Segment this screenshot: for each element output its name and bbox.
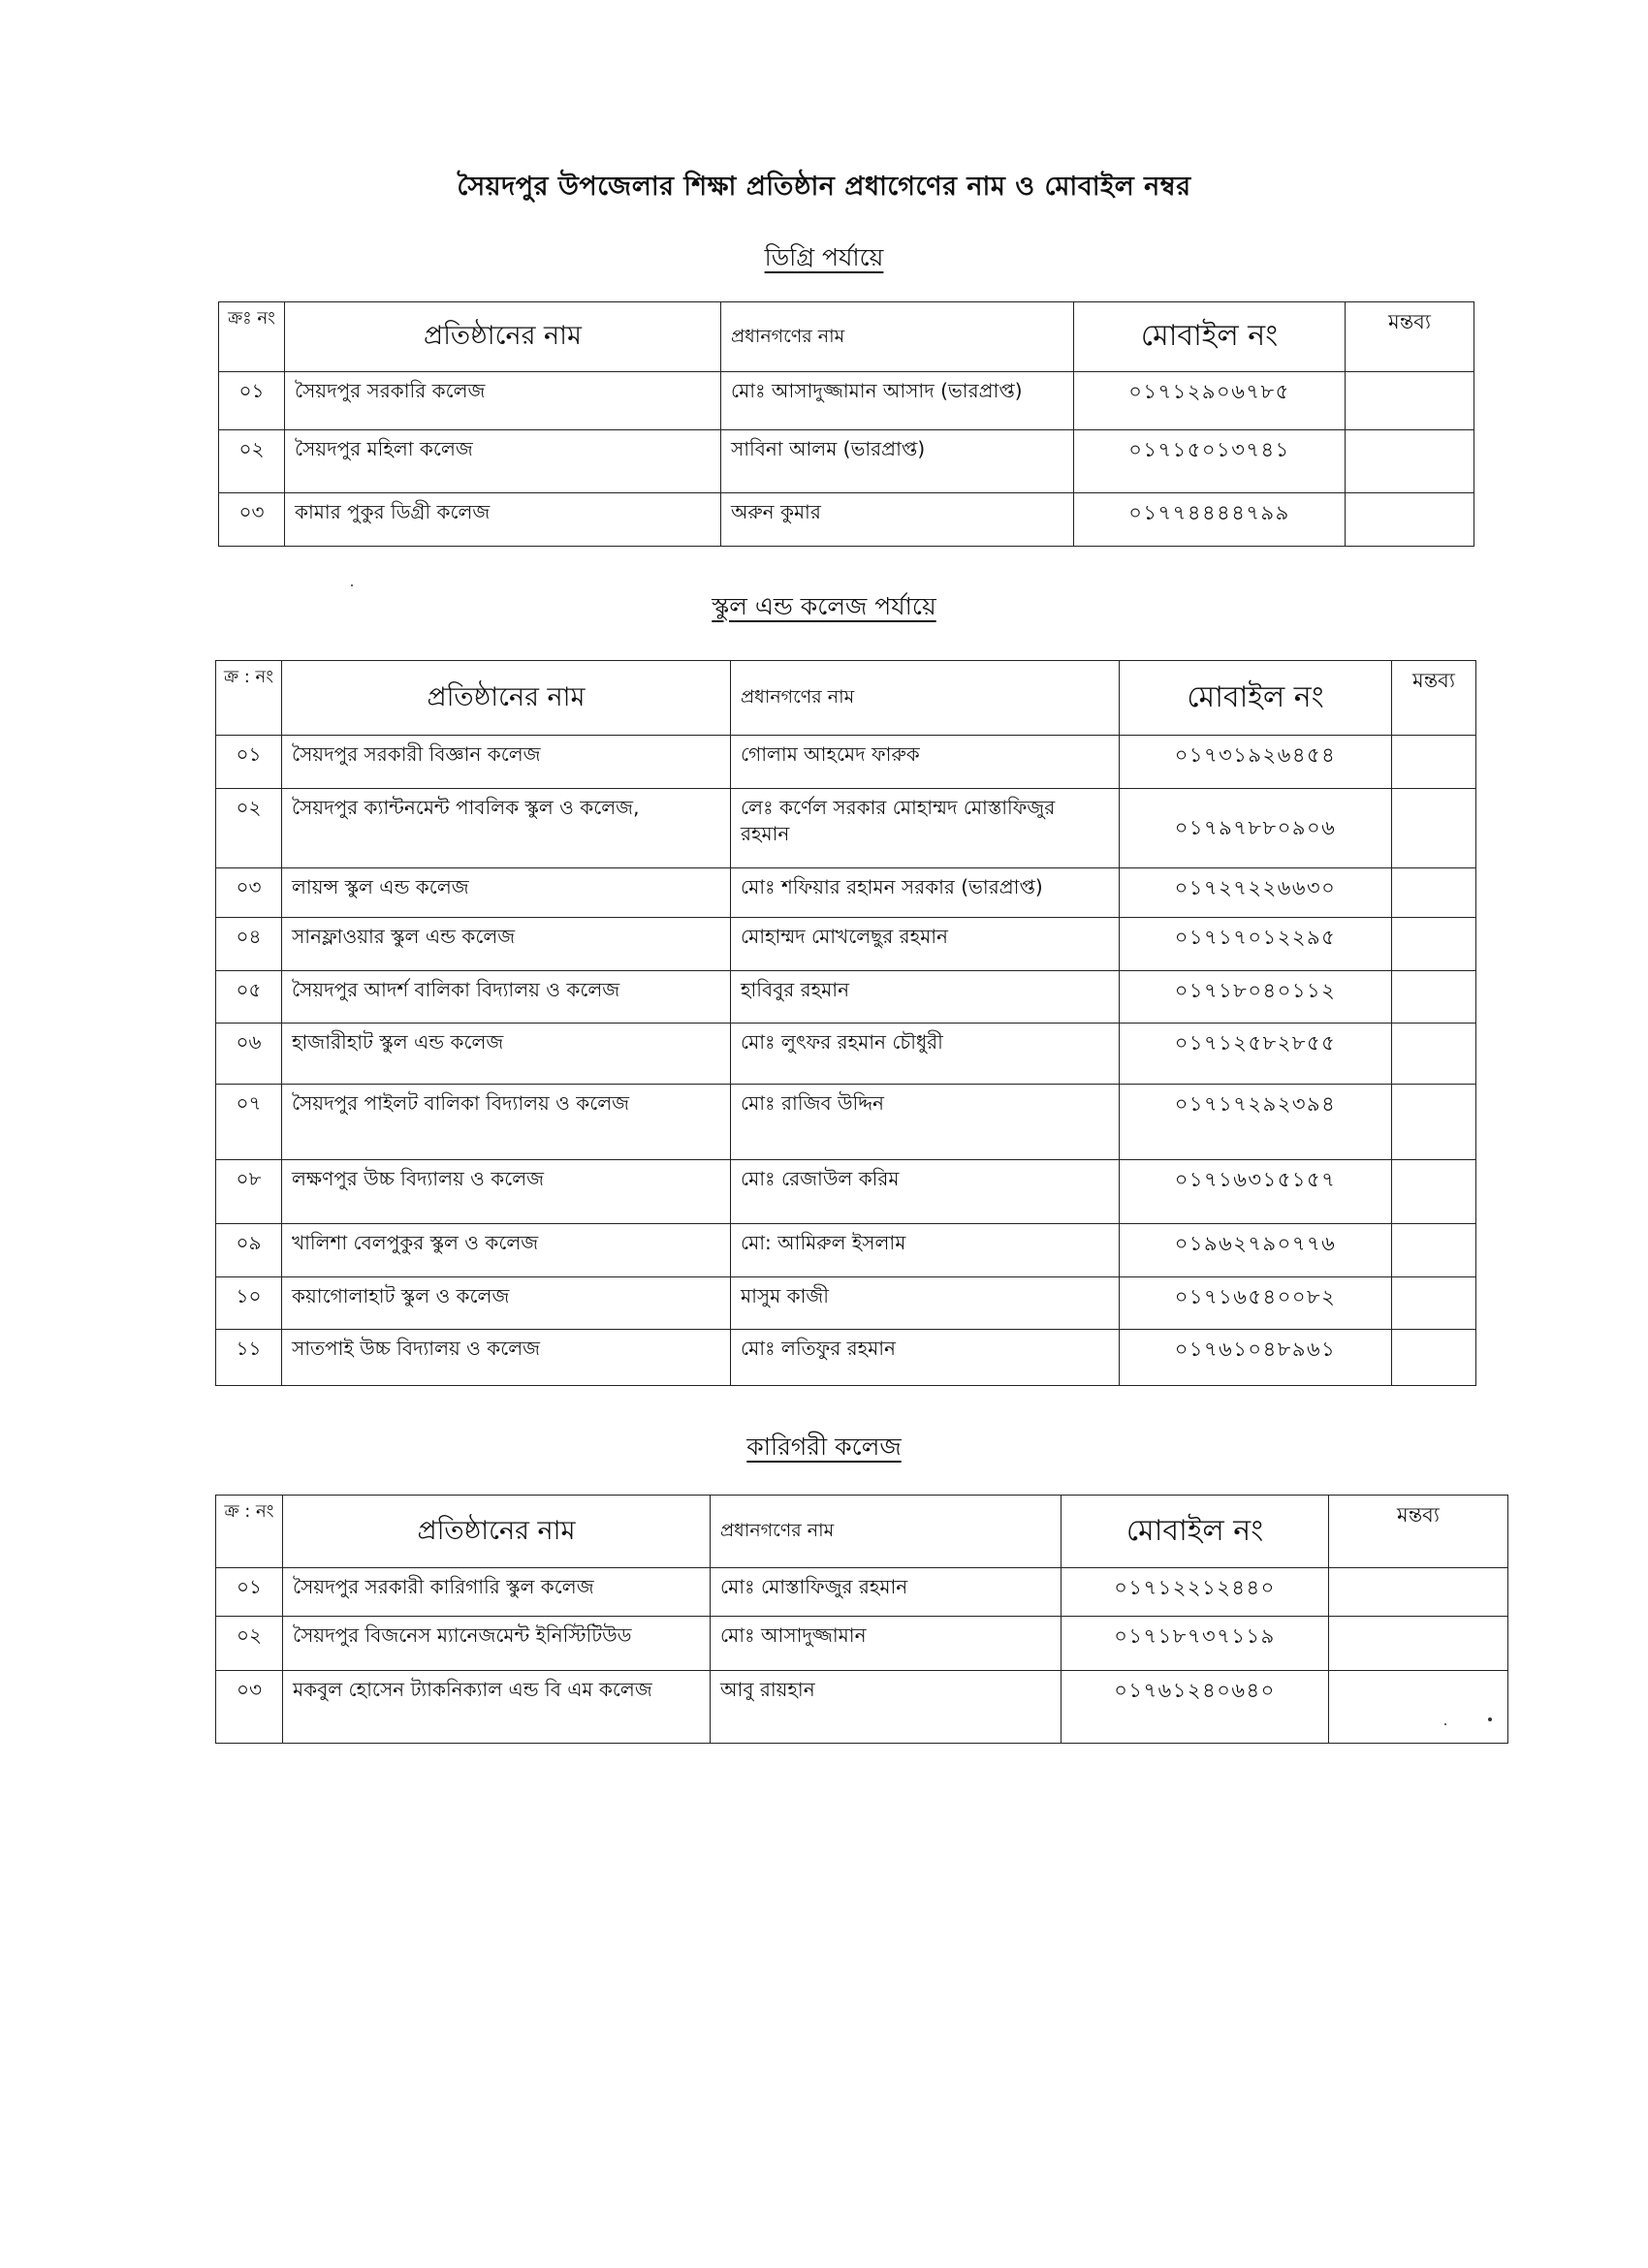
table-school-college bbox=[215, 660, 1476, 1386]
cell-remark bbox=[1329, 1568, 1508, 1617]
cell-serial: ০৬ bbox=[216, 1024, 282, 1085]
cell-mobile: ০১৭৬১০৪৮৯৬১ bbox=[1120, 1330, 1392, 1386]
cell-institution: মকবুল হোসেন ট্যাকনিক্যাল এন্ড বি এম কলেজ bbox=[283, 1671, 711, 1744]
header-head: প্রধানগণের নাম bbox=[731, 661, 1120, 736]
cell-remark bbox=[1392, 868, 1476, 918]
cell-institution: লক্ষণপুর উচ্চ বিদ্যালয় ও কলেজ bbox=[282, 1160, 731, 1224]
cell-head: মোঃ আসাদুজ্জামান আসাদ (ভারপ্রাপ্ত) bbox=[721, 372, 1074, 430]
table-row bbox=[216, 971, 1476, 1024]
section-title-technical: কারিগরী কলেজ bbox=[746, 1433, 902, 1461]
header-mobile: মোবাইল নং bbox=[1120, 661, 1392, 736]
header-head: প্রধানগণের নাম bbox=[711, 1496, 1062, 1568]
header-mobile: মোবাইল নং bbox=[1062, 1496, 1329, 1568]
cell-institution: খালিশা বেলপুকুর স্কুল ও কলেজ bbox=[282, 1224, 731, 1277]
header-institution: প্রতিষ্ঠানের নাম bbox=[283, 1496, 711, 1568]
cell-mobile: ০১৭১৬৫৪০০৮২ bbox=[1120, 1277, 1392, 1330]
cell-institution: সৈয়দপুর সরকারী কারিগারি স্কুল কলেজ bbox=[283, 1568, 711, 1617]
table-header-row bbox=[219, 302, 1474, 372]
cell-serial: ০৭ bbox=[216, 1085, 282, 1160]
cell-serial: ১০ bbox=[216, 1277, 282, 1330]
cell-remark bbox=[1346, 372, 1474, 430]
cell-head: গোলাম আহমেদ ফারুক bbox=[731, 736, 1120, 789]
cell-serial: ০৯ bbox=[216, 1224, 282, 1277]
table-row bbox=[216, 1277, 1476, 1330]
cell-institution: লায়ন্স স্কুল এন্ড কলেজ bbox=[282, 868, 731, 918]
cell-head: মোহাম্মদ মোখলেছুর রহমান bbox=[731, 918, 1120, 971]
cell-serial: ০৩ bbox=[219, 493, 285, 547]
cell-serial: ০২ bbox=[216, 1617, 283, 1671]
cell-head: আবু রায়হান bbox=[711, 1671, 1062, 1744]
cell-serial: ০১ bbox=[216, 736, 282, 789]
scan-speck bbox=[1488, 1717, 1492, 1721]
cell-serial: ০৪ bbox=[216, 918, 282, 971]
cell-institution: কয়াগোলাহাট স্কুল ও কলেজ bbox=[282, 1277, 731, 1330]
header-institution: প্রতিষ্ঠানের নাম bbox=[285, 302, 721, 372]
cell-remark bbox=[1392, 918, 1476, 971]
table-technical bbox=[215, 1495, 1508, 1744]
cell-serial: ০৩ bbox=[216, 868, 282, 918]
cell-mobile: ০১৭১৮০৪০১১২ bbox=[1120, 971, 1392, 1024]
cell-remark bbox=[1392, 1330, 1476, 1386]
cell-serial: ০১ bbox=[219, 372, 285, 430]
table-row bbox=[216, 789, 1476, 868]
table-row bbox=[216, 1224, 1476, 1277]
cell-head: মাসুম কাজী bbox=[731, 1277, 1120, 1330]
cell-head: মোঃ মোস্তাফিজুর রহমান bbox=[711, 1568, 1062, 1617]
cell-mobile: ০১৭৩১৯২৬৪৫৪ bbox=[1120, 736, 1392, 789]
cell-institution: কামার পুকুর ডিগ্রী কলেজ bbox=[285, 493, 721, 547]
table-row bbox=[216, 1671, 1508, 1744]
cell-remark bbox=[1346, 493, 1474, 547]
header-remark: মন্তব্য bbox=[1329, 1496, 1508, 1568]
cell-head: অরুন কুমার bbox=[721, 493, 1074, 547]
cell-institution: হাজারীহাট স্কুল এন্ড কলেজ bbox=[282, 1024, 731, 1085]
header-institution: প্রতিষ্ঠানের নাম bbox=[282, 661, 731, 736]
cell-mobile: ০১৭৯৭৮৮০৯০৬ bbox=[1120, 789, 1392, 868]
cell-institution: সৈয়দপুর মহিলা কলেজ bbox=[285, 430, 721, 493]
cell-institution: সৈয়দপুর আদর্শ বালিকা বিদ্যালয় ও কলেজ bbox=[282, 971, 731, 1024]
cell-institution: সৈয়দপুর সরকারী বিজ্ঞান কলেজ bbox=[282, 736, 731, 789]
cell-mobile: ০১৭১৮৭৩৭১১৯ bbox=[1062, 1617, 1329, 1671]
cell-mobile: ০১৭১৬৩১৫১৫৭ bbox=[1120, 1160, 1392, 1224]
cell-mobile: ০১৭১২৯০৬৭৮৫ bbox=[1074, 372, 1346, 430]
cell-head: মোঃ লতিফুর রহমান bbox=[731, 1330, 1120, 1386]
table-row bbox=[216, 868, 1476, 918]
cell-institution: সৈয়দপুর ক্যান্টনমেন্ট পাবলিক স্কুল ও কলেজ, bbox=[282, 789, 731, 868]
cell-institution: সৈয়দপুর বিজনেস ম্যানেজমেন্ট ইনিস্টিটিউড bbox=[283, 1617, 711, 1671]
section-title-degree: ডিগ্রি পর্যায়ে bbox=[764, 243, 884, 271]
header-serial: ক্র : নং bbox=[216, 1496, 283, 1568]
table-row bbox=[216, 1024, 1476, 1085]
cell-institution: সৈয়দপুর পাইলট বালিকা বিদ্যালয় ও কলেজ bbox=[282, 1085, 731, 1160]
cell-head: হাবিবুর রহমান bbox=[731, 971, 1120, 1024]
table-row bbox=[216, 918, 1476, 971]
header-serial: ক্র : নং bbox=[216, 661, 282, 736]
cell-institution: সৈয়দপুর সরকারি কলেজ bbox=[285, 372, 721, 430]
cell-institution: সানফ্লাওয়ার স্কুল এন্ড কলেজ bbox=[282, 918, 731, 971]
cell-serial: ০২ bbox=[219, 430, 285, 493]
cell-head: লেঃ কর্ণেল সরকার মোহাম্মদ মোস্তাফিজুর রহমান bbox=[731, 789, 1120, 868]
cell-mobile: ০১৭১২৫৮২৮৫৫ bbox=[1120, 1024, 1392, 1085]
scan-speck bbox=[351, 584, 353, 586]
cell-remark bbox=[1392, 789, 1476, 868]
cell-head: মোঃ শফিয়ার রহামন সরকার (ভারপ্রাপ্ত) bbox=[731, 868, 1120, 918]
cell-head: মোঃ রাজিব উদ্দিন bbox=[731, 1085, 1120, 1160]
cell-mobile: ০১৭৭৪৪৪৪৭৯৯ bbox=[1074, 493, 1346, 547]
table-row bbox=[216, 1617, 1508, 1671]
cell-remark bbox=[1392, 1085, 1476, 1160]
cell-institution: সাতপাই উচ্চ বিদ্যালয় ও কলেজ bbox=[282, 1330, 731, 1386]
table-header-row bbox=[216, 1496, 1508, 1568]
cell-mobile: ০১৭১৭২৯২৩৯৪ bbox=[1120, 1085, 1392, 1160]
page-title: সৈয়দপুর উপজেলার শিক্ষা প্রতিষ্ঠান প্রধাগেণের নাম ও মোবাইল নম্বর bbox=[457, 172, 1191, 202]
table-row bbox=[219, 372, 1474, 430]
cell-remark bbox=[1392, 1160, 1476, 1224]
table-row bbox=[216, 1568, 1508, 1617]
table-row bbox=[216, 1085, 1476, 1160]
header-mobile: মোবাইল নং bbox=[1074, 302, 1346, 372]
cell-mobile: ০১৭১৫০১৩৭৪১ bbox=[1074, 430, 1346, 493]
cell-serial: ১১ bbox=[216, 1330, 282, 1386]
cell-serial: ০১ bbox=[216, 1568, 283, 1617]
cell-mobile: ০১৯৬২৭৯০৭৭৬ bbox=[1120, 1224, 1392, 1277]
cell-mobile: ০১৭১২২১২৪৪০ bbox=[1062, 1568, 1329, 1617]
cell-head: সাবিনা আলম (ভারপ্রাপ্ত) bbox=[721, 430, 1074, 493]
cell-serial: ০৫ bbox=[216, 971, 282, 1024]
cell-mobile: ০১৭১৭০১২২৯৫ bbox=[1120, 918, 1392, 971]
cell-head: মোঃ রেজাউল করিম bbox=[731, 1160, 1120, 1224]
header-head: প্রধানগণের নাম bbox=[721, 302, 1074, 372]
table-row bbox=[219, 493, 1474, 547]
section-title-school-college: স্কুল এন্ড কলেজ পর্যায়ে bbox=[712, 592, 936, 620]
table-row bbox=[216, 1160, 1476, 1224]
table-row bbox=[216, 1330, 1476, 1386]
cell-remark bbox=[1392, 1024, 1476, 1085]
cell-remark bbox=[1329, 1617, 1508, 1671]
cell-mobile: ০১৭২৭২২৬৬৩০ bbox=[1120, 868, 1392, 918]
table-row bbox=[216, 736, 1476, 789]
cell-remark bbox=[1392, 736, 1476, 789]
cell-head: মোঃ আসাদুজ্জামান bbox=[711, 1617, 1062, 1671]
cell-head: মো: আমিরুল ইসলাম bbox=[731, 1224, 1120, 1277]
table-header-row bbox=[216, 661, 1476, 736]
cell-serial: ০২ bbox=[216, 789, 282, 868]
header-remark: মন্তব্য bbox=[1346, 302, 1474, 372]
cell-remark bbox=[1392, 1224, 1476, 1277]
cell-serial: ০৩ bbox=[216, 1671, 283, 1744]
cell-remark bbox=[1392, 971, 1476, 1024]
header-remark: মন্তব্য bbox=[1392, 661, 1476, 736]
cell-remark bbox=[1329, 1671, 1508, 1744]
cell-remark bbox=[1346, 430, 1474, 493]
cell-head: মোঃ লুৎফর রহমান চৌধুরী bbox=[731, 1024, 1120, 1085]
header-serial: ক্রঃ নং bbox=[219, 302, 285, 372]
table-degree bbox=[218, 301, 1474, 547]
cell-mobile: ০১৭৬১২৪০৬৪০ bbox=[1062, 1671, 1329, 1744]
scan-speck bbox=[1444, 1723, 1446, 1725]
cell-remark bbox=[1392, 1277, 1476, 1330]
table-row bbox=[219, 430, 1474, 493]
cell-serial: ০৮ bbox=[216, 1160, 282, 1224]
